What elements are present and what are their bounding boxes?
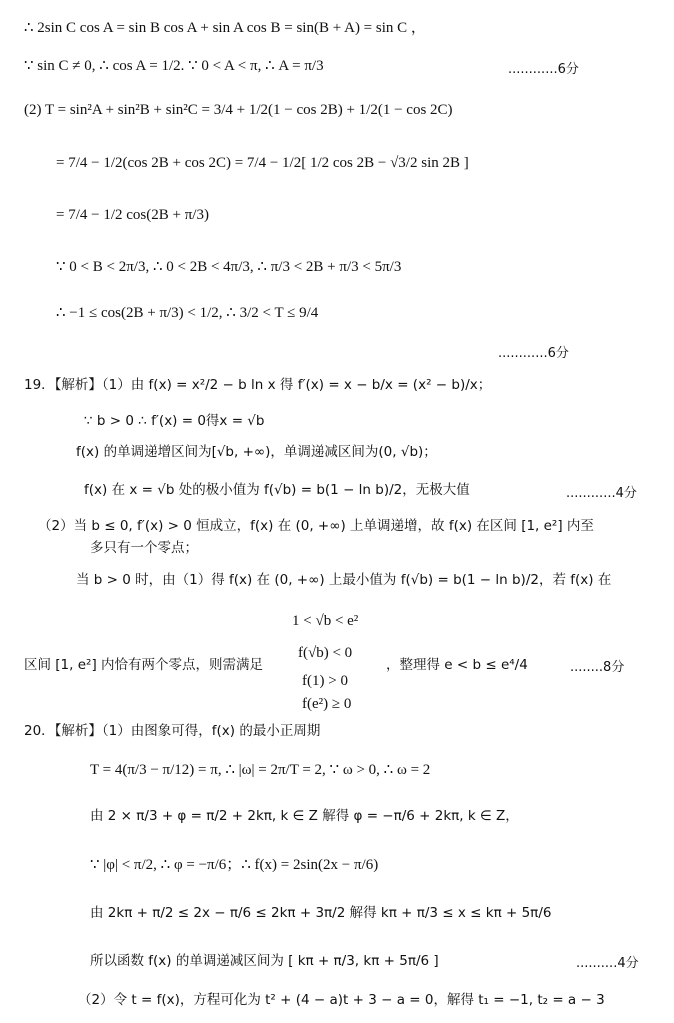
score-marker: ............4分 <box>566 486 637 501</box>
text-line: 多只有一个零点； <box>90 540 198 556</box>
condition-line: f(e²) ≥ 0 <box>302 696 352 712</box>
score-marker: ..........4分 <box>576 956 639 971</box>
text-line: 所以函数 f(x) 的单调递减区间为 [ kπ + π/3, kπ + 5π/6 ] <box>90 953 439 969</box>
score-marker: ............6分 <box>498 346 569 361</box>
text-line: 由 2kπ + π/2 ≤ 2x − π/6 ≤ 2kπ + 3π/2 解得 kπ + π/3 ≤ x ≤ kπ + 5π/6 <box>90 905 552 921</box>
text-line: ∴ 2sin C cos A = sin B cos A + sin A cos B = sin(B + A) = sin C ， <box>24 20 426 36</box>
text-line: ，整理得 e < b ≤ e⁴/4 <box>386 657 528 673</box>
text-line: 1 < √b < e² <box>292 613 359 629</box>
text-line: ∵ sin C ≠ 0, ∴ cos A = 1/2. ∵ 0 < A < π, ∴ A = π/3 <box>24 58 324 74</box>
text-line: T = 4(π/3 − π/12) = π, ∴ |ω| = 2π/T = 2, ∵ ω > 0, ∴ ω = 2 <box>90 762 431 778</box>
score-marker: ........8分 <box>570 660 625 675</box>
text-line: 由 2 × π/3 + φ = π/2 + 2kπ, k ∈ Z 解得 φ = −π/6 + 2kπ, k ∈ Z， <box>90 808 519 824</box>
text-line: （2）令 t = f(x)，方程可化为 t² + (4 − a)t + 3 − a = 0，解得 t₁ = −1, t₂ = a − 3 <box>78 992 605 1008</box>
text-line: 19．【解析】（1）由 f(x) = x²/2 − b ln x 得 f′(x) = x − b/x = (x² − b)/x； <box>24 377 492 393</box>
text-line: ∵ b > 0 ∴ f′(x) = 0得x = √b <box>84 413 265 429</box>
text-line: 20．【解析】（1）由图象可得，f(x) 的最小正周期 <box>24 723 321 739</box>
text-line: 当 b > 0 时，由（1）得 f(x) 在 (0, +∞) 上最小值为 f(√b) = b(1 − ln b)/2，若 f(x) 在 <box>76 572 612 588</box>
score-marker: ............6分 <box>508 62 579 77</box>
text-line: 区间 [1, e²] 内恰有两个零点，则需满足 <box>24 657 264 673</box>
text-line: f(x) 的单调递增区间为[√b, +∞)，单调递减区间为(0, √b)； <box>76 444 437 460</box>
text-line: （2）当 b ≤ 0, f′(x) > 0 恒成立，f(x) 在 (0, +∞) 上单调递增，故 f(x) 在区间 [1, e²] 内至 <box>38 518 594 534</box>
condition-line: f(1) > 0 <box>302 673 348 689</box>
text-line: f(x) 在 x = √b 处的极小值为 f(√b) = b(1 − ln b)/2，无极大值 <box>84 482 470 498</box>
text-line: ∵ |φ| < π/2, ∴ φ = −π/6；∴ f(x) = 2sin(2x − π/6) <box>90 857 379 873</box>
text-line: ∴ −1 ≤ cos(2B + π/3) < 1/2, ∴ 3/2 < T ≤ 9/4 <box>56 305 319 321</box>
condition-line: f(√b) < 0 <box>298 645 353 661</box>
text-line: = 7/4 − 1/2(cos 2B + cos 2C) = 7/4 − 1/2[ 1/2 cos 2B − √3/2 sin 2B ] <box>56 155 469 171</box>
text-line: (2) T = sin²A + sin²B + sin²C = 3/4 + 1/2(1 − cos 2B) + 1/2(1 − cos 2C) <box>24 102 453 118</box>
text-line: = 7/4 − 1/2 cos(2B + π/3) <box>56 207 209 223</box>
text-line: ∵ 0 < B < 2π/3, ∴ 0 < 2B < 4π/3, ∴ π/3 < 2B + π/3 < 5π/3 <box>56 259 402 275</box>
